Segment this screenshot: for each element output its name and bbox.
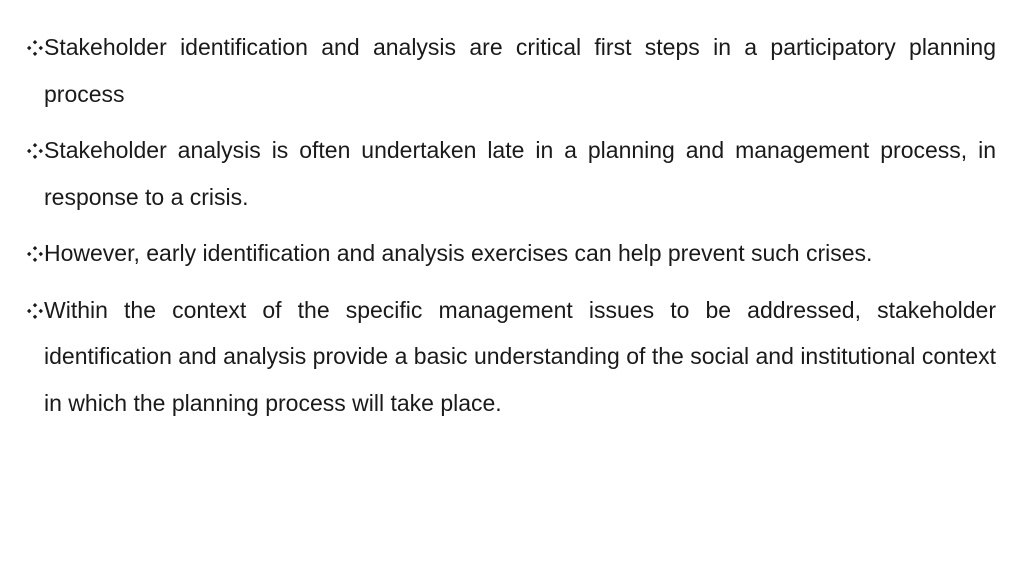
diamond-bullet-icon [26,39,44,57]
diamond-bullet-icon [26,245,44,263]
diamond-bullet-icon [26,302,44,320]
bullet-item [26,287,996,427]
bullet-text: Stakeholder analysis is often undertaken late in a planning and management process, in response to a crisis. [44,137,996,210]
bullet-item [26,127,996,220]
bullet-item [26,24,996,117]
bullet-item [26,230,996,277]
bullet-list [26,24,996,436]
diamond-bullet-icon [26,142,44,160]
bullet-text: Within the context of the specific management issues to be addressed, stakeholder identification and analysis provide a basic understanding of the social and institutional context in which the planning process will take place. [44,296,996,416]
bullet-text: Stakeholder identification and analysis are critical first steps in a participatory planning process [44,34,996,107]
bullet-text: However, early identification and analysis exercises can help prevent such crises. [44,240,873,266]
